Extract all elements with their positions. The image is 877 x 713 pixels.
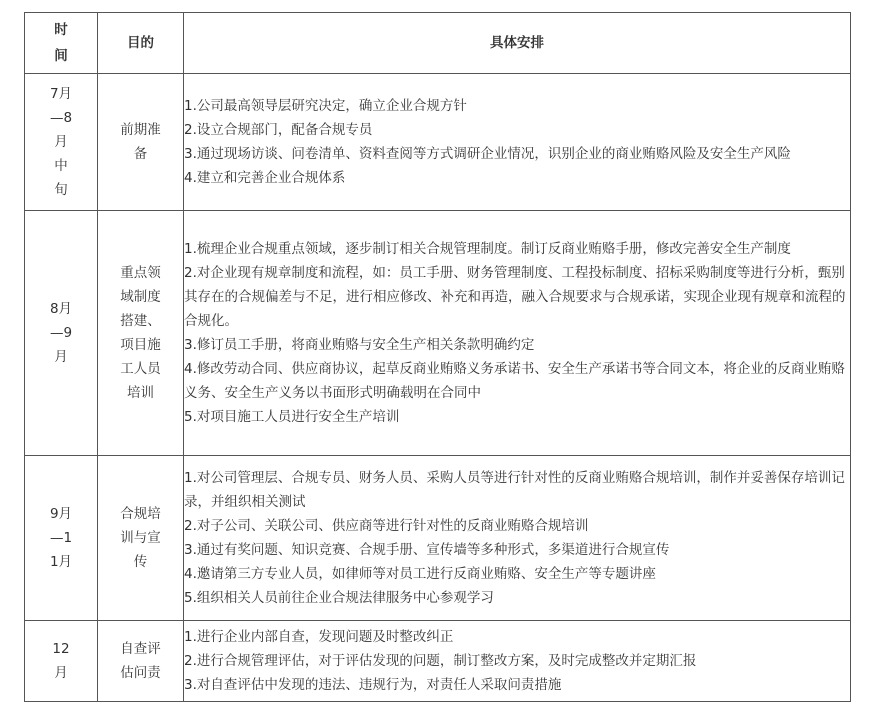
table-row [25, 621, 851, 702]
arrangement-item: 2.对企业现有规章制度和流程，如：员工手册、财务管理制度、工程投标制度、招标采购制度等进行分析，甄别其存在的合规偏差与不足，进行相应修改、补充和再造，融入合规要求与合规承诺，实现企业现有规章和流程的合规化。 [184, 265, 846, 329]
row-arrangement [184, 621, 851, 702]
arrangement-item: 1.公司最高领导层研究决定，确立企业合规方针 [184, 98, 467, 114]
header-time: 时间 [25, 13, 98, 74]
compliance-schedule-table [24, 12, 851, 702]
row-arrangement [184, 74, 851, 211]
arrangement-item: 2.对子公司、关联公司、供应商等进行针对性的反商业贿赂合规培训 [184, 518, 589, 534]
table-header-row [25, 13, 851, 74]
arrangement-item: 4.修改劳动合同、供应商协议，起草反商业贿赂义务承诺书、安全生产承诺书等合同文本，将企业的反商业贿赂义务、安全生产义务以书面形式明确载明在合同中 [184, 361, 845, 401]
header-goal: 目的 [98, 13, 184, 74]
arrangement-item: 1.进行企业内部自查，发现问题及时整改纠正 [184, 629, 454, 645]
row-time: 8月—9月 [25, 211, 98, 456]
arrangement-item: 4.建立和完善企业合规体系 [184, 170, 346, 186]
row-time: 7月—8月中旬 [25, 74, 98, 211]
header-arrangement: 具体安排 [184, 13, 851, 74]
arrangement-item: 5.对项目施工人员进行安全生产培训 [184, 409, 400, 425]
table-row [25, 74, 851, 211]
row-arrangement [184, 211, 851, 456]
row-time: 9月—11月 [25, 456, 98, 621]
arrangement-item: 3.对自查评估中发现的违法、违规行为，对责任人采取问责措施 [184, 677, 562, 693]
row-time: 12月 [25, 621, 98, 702]
arrangement-item: 2.设立合规部门，配备合规专员 [184, 122, 373, 138]
arrangement-item: 3.修订员工手册，将商业贿赂与安全生产相关条款明确约定 [184, 337, 535, 353]
table-row [25, 456, 851, 621]
arrangement-item: 1.梳理企业合规重点领域，逐步制订相关合规管理制度。制订反商业贿赂手册，修改完善安全生产制度 [184, 241, 791, 257]
row-arrangement [184, 456, 851, 621]
arrangement-item: 4.邀请第三方专业人员，如律师等对员工进行反商业贿赂、安全生产等专题讲座 [184, 566, 656, 582]
arrangement-item: 5.组织相关人员前往企业合规法律服务中心参观学习 [184, 590, 494, 606]
row-goal: 合规培训与宣传 [98, 456, 184, 621]
arrangement-item: 2.进行合规管理评估，对于评估发现的问题，制订整改方案，及时完成整改并定期汇报 [184, 653, 697, 669]
row-goal: 自查评估问责 [98, 621, 184, 702]
table-row [25, 211, 851, 456]
row-goal: 前期准备 [98, 74, 184, 211]
row-goal: 重点领域制度搭建、项目施工人员培训 [98, 211, 184, 456]
arrangement-item: 1.对公司管理层、合规专员、财务人员、采购人员等进行针对性的反商业贿赂合规培训，制作并妥善保存培训记录，并组织相关测试 [184, 470, 845, 510]
arrangement-item: 3.通过现场访谈、问卷清单、资料查阅等方式调研企业情况，识别企业的商业贿赂风险及安全生产风险 [184, 146, 791, 162]
arrangement-item: 3.通过有奖问题、知识竞赛、合规手册、宣传墙等多种形式，多渠道进行合规宣传 [184, 542, 670, 558]
